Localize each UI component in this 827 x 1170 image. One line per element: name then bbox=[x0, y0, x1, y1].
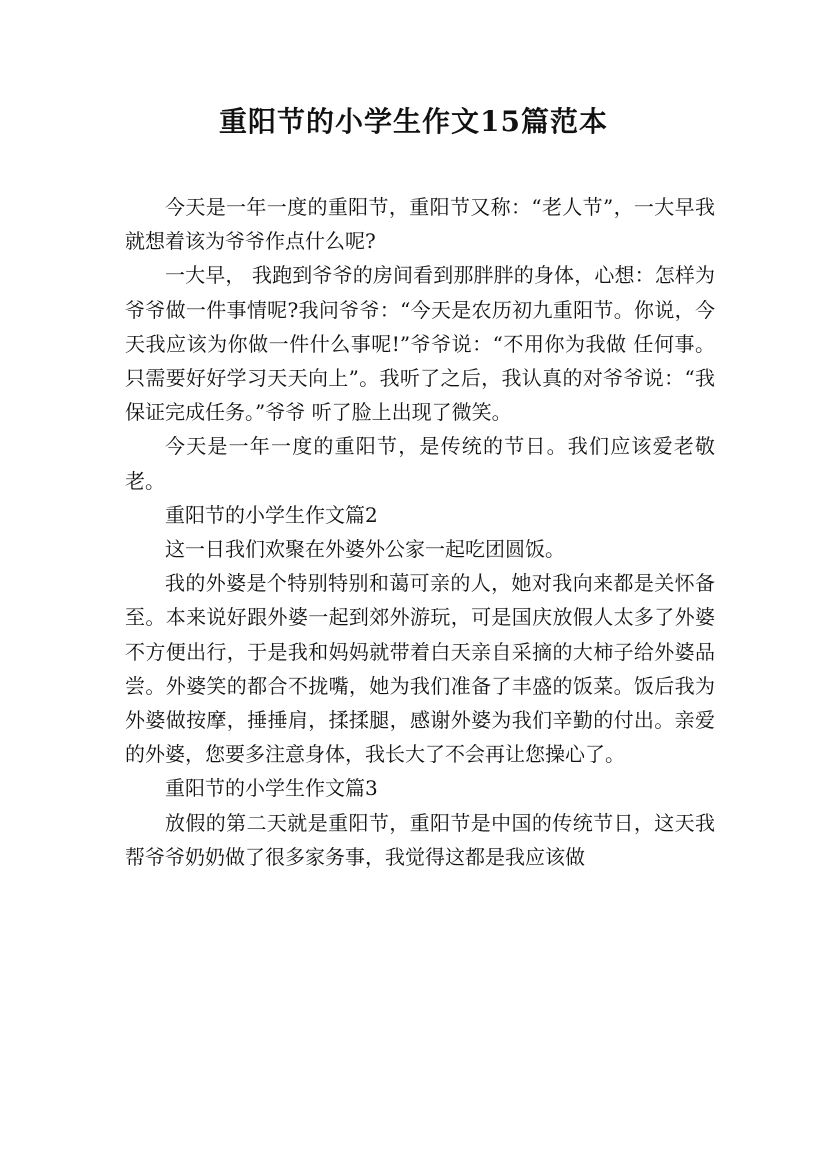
paragraph: 今天是一年一度的重阳节，重阳节又称：“老人节”，一大早我就想着该为爷爷作点什么呢? bbox=[125, 195, 715, 254]
document-body bbox=[125, 190, 715, 874]
paragraph: 放假的第二天就是重阳节，重阳节是中国的传统节日，这天我帮爷爷奶奶做了很多家务事，我觉得这都是我应该做 bbox=[125, 810, 715, 869]
paragraph: 这一日我们欢聚在外婆外公家一起吃团圆饭。 bbox=[165, 537, 565, 562]
paragraph: 一大早， 我跑到爷爷的房间看到那胖胖的身体，心想：怎样为爷爷做一件事情呢?我问爷爷：“今天是农历初九重阳节。你说，今天我应该为你做一件什么事呢!”爷爷说：“不用你为我做 任何事。只需要好好学习天天向上”。我听了之后，我认真的对爷爷说：“我保证完成任务。”爷爷 听了脸上出现了微笑。 bbox=[125, 263, 715, 425]
document-title: 重阳节的小学生作文15篇范本 bbox=[219, 105, 608, 138]
paragraph: 我的外婆是个特别特别和蔼可亲的人，她对我向来都是关怀备至。本来说好跟外婆一起到郊外游玩，可是国庆放假人太多了外婆不方便出行，于是我和妈妈就带着白天亲自采摘的大柿子给外婆品尝。外婆笑的都合不拢嘴，她为我们准备了丰盛的饭菜。饭后我为外婆做按摩，捶捶肩，揉揉腿，感谢外婆为我们辛勤的付出。亲爱的外婆，您要多注意身体，我长大了不会再让您操心了。 bbox=[125, 571, 715, 767]
paragraph: 今天是一年一度的重阳节，是传统的节日。我们应该爱老敬老。 bbox=[125, 434, 715, 493]
section-heading: 重阳节的小学生作文篇3 bbox=[165, 776, 378, 801]
section-heading: 重阳节的小学生作文篇2 bbox=[165, 502, 378, 527]
